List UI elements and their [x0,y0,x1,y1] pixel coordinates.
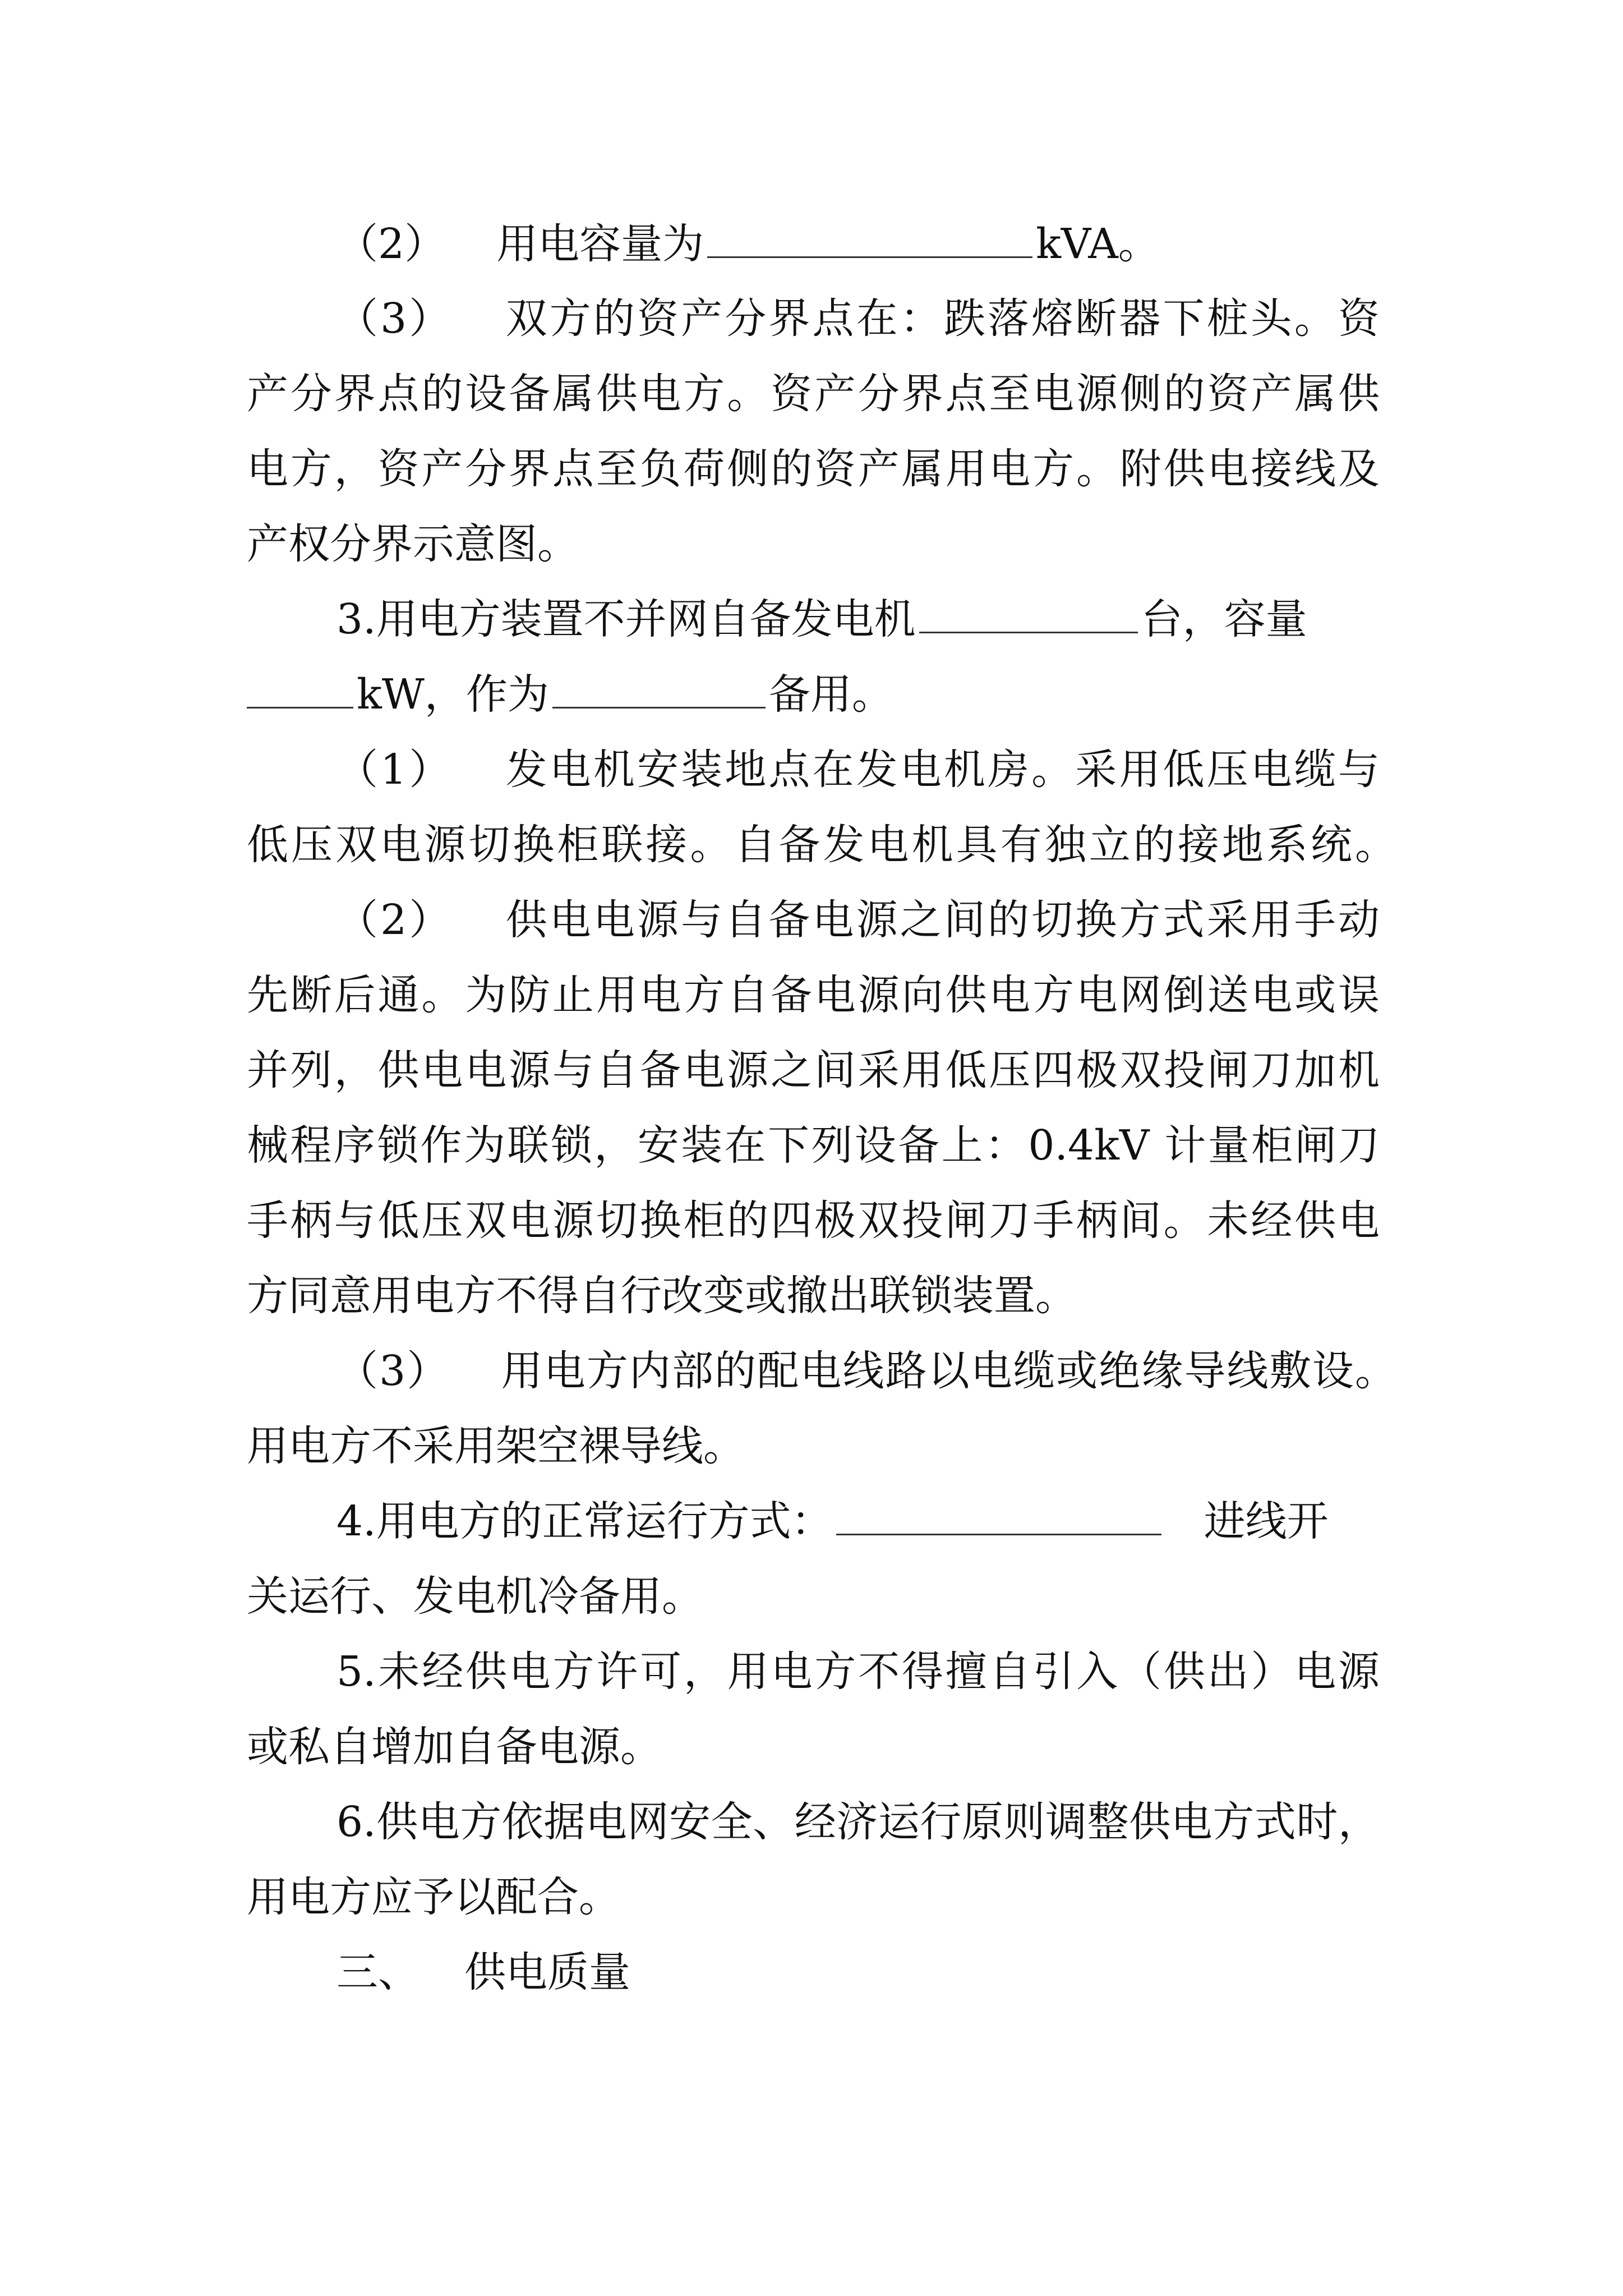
generator-count-blank[interactable] [919,589,1138,633]
generator-capacity-blank[interactable] [247,664,353,708]
asset-boundary-line-2: 产分界点的设备属供电方。资产分界点至电源侧的资产属供 [247,370,1380,418]
item-label: （3） [336,1347,450,1395]
switching-line-2: 先断后通。为防止用电方自备电源向供电方电网倒送电或误 [247,971,1380,1019]
operation-mode-line-2: 关运行、发电机冷备用。 [247,1572,703,1621]
wiring-line-1: （3） 用电方内部的配电线路以电缆或绝缘导线敷设。 [336,1347,1396,1395]
generator-use-blank[interactable] [552,664,766,708]
generator-location-line-2: 低压双电源切换柜联接。自备发电机具有独立的接地系统。 [247,821,1396,869]
section-number: 三、 [336,1948,419,1996]
item-capacity [336,205,1160,283]
generator-clause-line-1: 3.用电方装置不并网自备发电机 台，容量 [336,580,1307,659]
generator-clause-line-2: kW，作为 备用。 [247,655,893,734]
operation-mode-blank[interactable] [836,1491,1161,1535]
item-label: （1） [336,746,453,794]
switching-line-4: 械程序锁作为联锁，安装在下列设备上：0.4kV 计量柜闸刀 [247,1121,1380,1170]
operation-mode-line-1: 4.用电方的正常运行方式： 进线开 [336,1482,1329,1561]
asset-boundary-line-3: 电方，资产分界点至负荷侧的资产属用电方。附供电接线及 [247,445,1380,493]
section-title: 供电质量 [464,1948,630,1996]
capacity-text: 用电容量为 [496,220,704,268]
section-heading [336,1933,630,2012]
clause-5-line-1: 5.未经供电方许可，用电方不得擅自引入（供出）电源 [336,1648,1380,1696]
switching-line-3: 并列，供电电源与自备电源之间采用低压四极双投闸刀加机 [247,1046,1380,1094]
switching-line-6: 方同意用电方不得自行改变或撤出联锁装置。 [247,1272,1077,1320]
clause-5-line-2: 或私自增加自备电源。 [247,1723,662,1771]
switching-line-5: 手柄与低压双电源切换柜的四极双投闸刀手柄间。未经供电 [247,1197,1380,1245]
clause-6-line-1: 6.供电方依据电网安全、经济运行原则调整供电方式时， [336,1798,1380,1846]
capacity-unit: kVA。 [1036,220,1160,268]
clause-6-line-2: 用电方应予以配合。 [247,1873,620,1921]
capacity-blank[interactable] [707,214,1032,258]
wiring-line-2: 用电方不采用架空裸导线。 [247,1422,745,1470]
asset-boundary-line-1: （3） 双方的资产分界点在：跌落熔断器下桩头。资 [336,295,1380,343]
generator-location-line-1: （1） 发电机安装地点在发电机房。采用低压电缆与 [336,746,1380,794]
item-label: （3） [336,295,453,343]
item-label: （2） [336,220,446,268]
item-label: （2） [336,896,453,944]
switching-line-1: （2） 供电电源与自备电源之间的切换方式采用手动 [336,896,1380,944]
asset-boundary-line-4: 产权分界示意图。 [247,520,579,568]
